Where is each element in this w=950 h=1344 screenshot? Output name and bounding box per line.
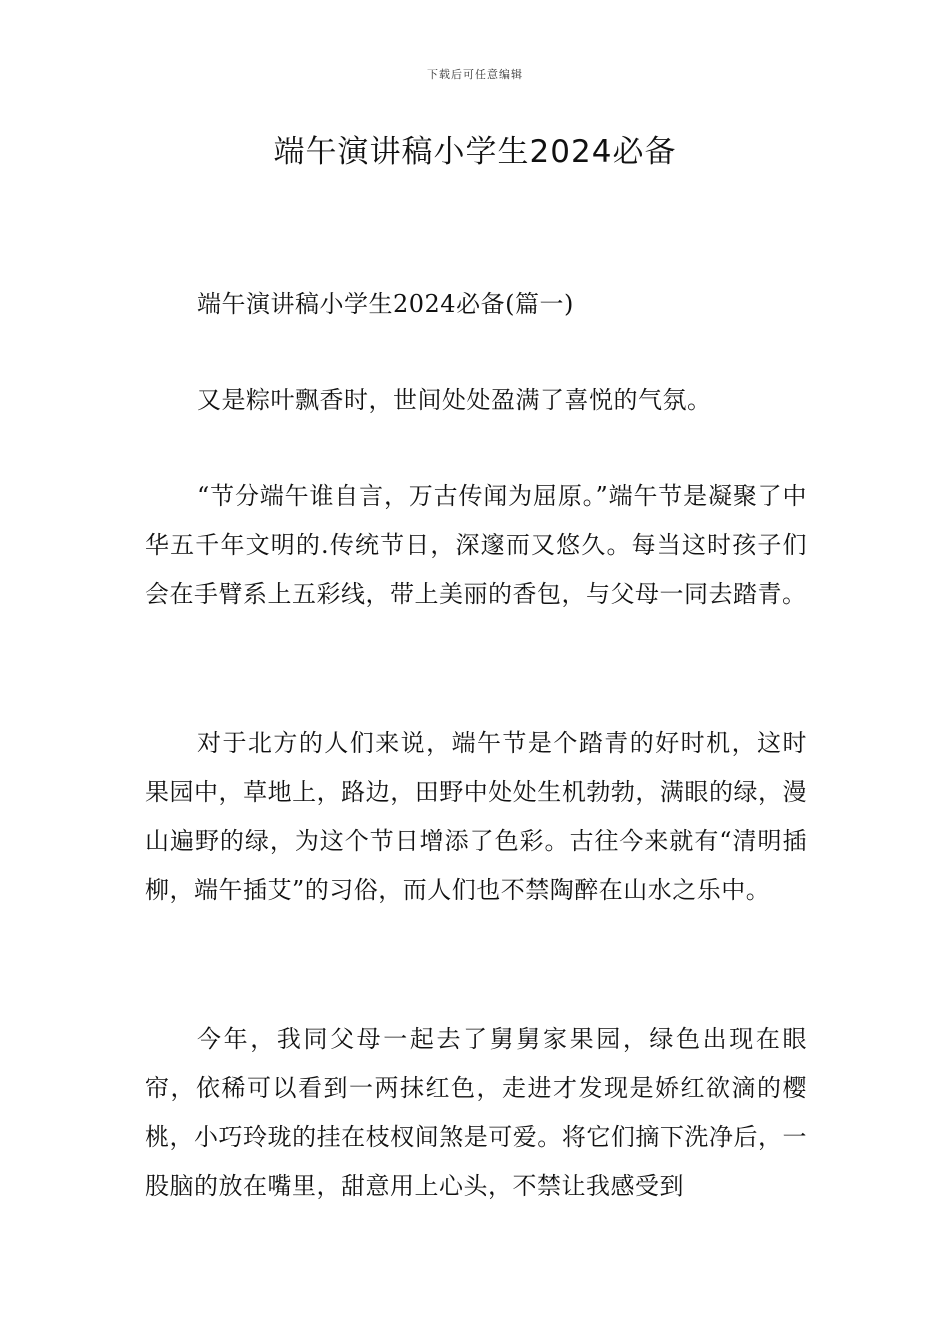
paragraph-4: 今年，我同父母一起去了舅舅家果园，绿色出现在眼帘，依稀可以看到一两抹红色，走进才发现是娇红欲滴的樱桃，小巧玲珑的挂在枝杈间煞是可爱。将它们摘下洗净后，一股脑的放在嘴里，甜意用上心头，不禁让我感受到: [145, 1025, 807, 1200]
header-note: 下载后可任意编辑: [427, 68, 523, 81]
paragraph-3: 对于北方的人们来说，端午节是个踏青的好时机，这时果园中，草地上，路边，田野中处处生机勃勃，满眼的绿，漫山遍野的绿，为这个节日增添了色彩。古往今来就有“清明插柳，端午插艾”的习俗，而人们也不禁陶醉在山水之乐中。: [145, 729, 807, 904]
document-title: 端午演讲稿小学生2024必备: [273, 134, 677, 170]
section-heading: 端午演讲稿小学生2024必备(篇一): [197, 290, 574, 318]
paragraph-1: 又是粽叶飘香时，世间处处盈满了喜悦的气氛。: [197, 386, 712, 414]
paragraph-2: “节分端午谁自言，万古传闻为屈原。”端午节是凝聚了中华五千年文明的.传统节日，深邃而又悠久。每当这时孩子们会在手臂系上五彩线，带上美丽的香包，与父母一同去踏青。: [145, 482, 807, 608]
